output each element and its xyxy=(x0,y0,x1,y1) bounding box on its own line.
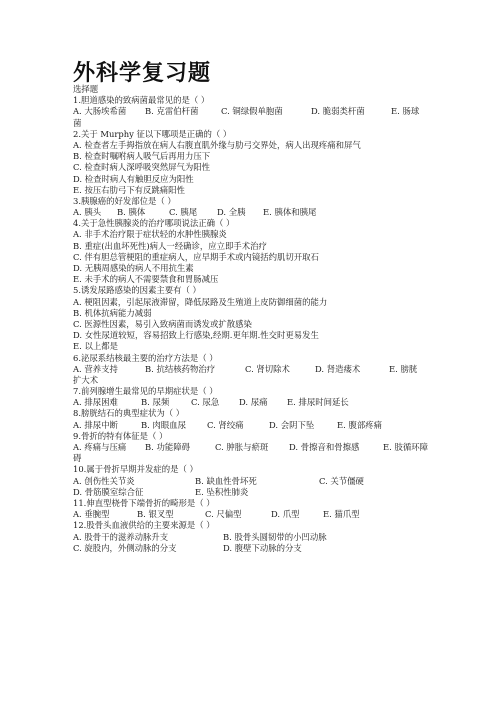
option: B. 机体抗病能力减弱 xyxy=(73,307,152,318)
option: E. 未手术的病人不需要禁食和胃肠减压 xyxy=(73,274,219,285)
question-options xyxy=(73,207,425,218)
question-stem: 6.泌尿系结核最主要的治疗方法是（ ） xyxy=(73,352,218,363)
option: A. 营养支持 xyxy=(73,363,118,374)
question-stem: 3.胰腺癌的好发部位是（ ） xyxy=(73,195,176,206)
option: B. 抗结核药物治疗 xyxy=(145,363,216,374)
option: B. 功能障碍 xyxy=(145,442,190,452)
section-heading: 选择题 xyxy=(73,84,99,94)
question-options xyxy=(73,476,425,487)
question-options xyxy=(73,397,425,408)
option: A. 大肠埃希菌 xyxy=(73,106,127,117)
option: D. 爪型 xyxy=(271,509,300,520)
option: A. 非手术治疗限于症状轻的水肿性胰腺炎 xyxy=(73,229,227,240)
option: D. 骨筋膜室综合征 xyxy=(73,486,144,497)
option: D. 全胰 xyxy=(217,207,246,218)
question-options xyxy=(73,487,425,498)
option: D. 脆弱类杆菌 xyxy=(311,106,365,117)
option: E. 肠球 xyxy=(391,106,420,117)
option: C. 尿急 xyxy=(191,397,220,408)
option: C. 医源性因素，易引入致病菌而诱发或扩散感染 xyxy=(73,318,252,329)
option: C. 肾切除术 xyxy=(245,363,290,374)
option: D. 检查时病人有触胆反应为阳性 xyxy=(73,173,194,184)
option: C. 胰尾 xyxy=(169,207,198,218)
option: E. 猫爪型 xyxy=(323,509,360,520)
option: E. 坠积性肺炎 xyxy=(195,486,249,497)
option: D. 腹壁下动脉的分支 xyxy=(223,542,302,553)
question-stem: 5.诱发尿路感染的因素主要有（ ） xyxy=(73,285,201,296)
page-title: 外科学复习题 xyxy=(73,61,212,86)
option: B. 检查时嘱咐病人吸气后再用力压下 xyxy=(73,151,211,162)
option: B. 重症(出血坏死性)病人一经确诊，应立即手术治疗 xyxy=(73,240,267,251)
question-options xyxy=(73,532,425,543)
option: E. 排尿时间延长 xyxy=(287,397,349,408)
question-stem: 10.属于骨折早期并发症的是（ ） xyxy=(73,464,198,475)
question-options xyxy=(73,442,428,453)
option: B. 缺血性骨坏死 xyxy=(195,475,257,486)
option: C. 尺偏型 xyxy=(205,509,242,520)
option: A. 排尿困难 xyxy=(73,397,118,408)
question-options xyxy=(73,364,425,375)
option: E. 胰体和胰尾 xyxy=(263,207,317,218)
option: B. 肉眼血尿 xyxy=(141,419,186,430)
option: E. 按压右肋弓下有反跳痛阳性 xyxy=(73,184,185,195)
option: E. 肢循环障 xyxy=(383,442,428,452)
question-stem: 4.关于急性胰腺炎的治疗哪项说法正确（ ） xyxy=(73,218,235,229)
option: A. 股骨干的滋养动脉升支 xyxy=(73,531,169,542)
option: A. 检查者左手拇指放在病人右腹直肌外缘与肋弓交界处，病人出现疼痛和屏气 xyxy=(73,139,361,150)
option: D. 骨擦音和骨擦感 xyxy=(289,442,360,452)
option: E. 腹部疼痛 xyxy=(337,419,382,430)
option-continuation: 扩大术 xyxy=(73,374,99,385)
question-stem: 2.关于 Murphy 征以下哪项是正确的（ ） xyxy=(73,128,232,139)
option: E. 膀胱 xyxy=(389,363,418,374)
question-options xyxy=(73,420,425,431)
option-continuation: 碍 xyxy=(73,453,82,464)
option: C. 铜绿假单胞菌 xyxy=(221,106,283,117)
option: C. 关节僵硬 xyxy=(319,475,364,486)
option: B. 银叉型 xyxy=(137,509,174,520)
option: B. 胰体 xyxy=(117,207,146,218)
option: E. 以上都是 xyxy=(73,341,118,352)
option: C. 检查时病人深呼吸突然屏气为阳性 xyxy=(73,162,211,173)
option: D. 尿痛 xyxy=(239,397,268,408)
question-stem: 7.前列腺增生最常见的早期症状是（ ） xyxy=(73,386,218,397)
option: C. 伴有胆总管梗阻的重症病人，应早期手术或内镜括约肌切开取石 xyxy=(73,251,319,262)
question-options xyxy=(73,106,425,117)
question-options xyxy=(73,543,425,554)
question-options xyxy=(73,509,425,520)
question-stem: 9.骨折的特有体征是（ ） xyxy=(73,430,168,441)
option: C. 肿胀与瘀斑 xyxy=(215,442,269,452)
option: B. 尿频 xyxy=(141,397,170,408)
option: D. 会阴下坠 xyxy=(269,419,315,430)
option: A. 梗阻因素，引起尿液滞留，降低尿路及生殖道上皮防御细菌的能力 xyxy=(73,296,328,307)
option: D. 女性尿道较短，容易招致上行感染,经期.更年期.性交时更易发生 xyxy=(73,330,319,341)
question-stem: 8.膀胱结石的典型症状为（ ） xyxy=(73,408,185,419)
option: A. 创伤性关节炎 xyxy=(73,475,135,486)
question-stem: 12.股骨头血液供给的主要来源是（ ） xyxy=(73,520,215,531)
option: B. 克雷伯杆菌 xyxy=(145,106,199,117)
question-stem: 1.胆道感染的致病菌最常见的是（ ） xyxy=(73,95,210,106)
option: A. 胰头 xyxy=(73,207,102,218)
option: D. 肾造瘘术 xyxy=(315,363,361,374)
option: C. 肾绞痛 xyxy=(207,419,244,430)
option: C. 旋股内，外侧动脉的分支 xyxy=(73,542,177,553)
option: A. 疼痛与压痛 xyxy=(73,442,127,452)
option: B. 股骨头圆韧带的小凹动脉 xyxy=(223,531,327,542)
option: A. 排尿中断 xyxy=(73,419,118,430)
question-list xyxy=(73,84,428,554)
option-continuation: 菌 xyxy=(73,117,82,128)
question-stem: 11.伸直型桡骨下端骨折的畸形是（ ） xyxy=(73,497,215,508)
option: A. 垂腕型 xyxy=(73,509,110,520)
option: D. 无胰周感染的病人不用抗生素 xyxy=(73,263,194,273)
